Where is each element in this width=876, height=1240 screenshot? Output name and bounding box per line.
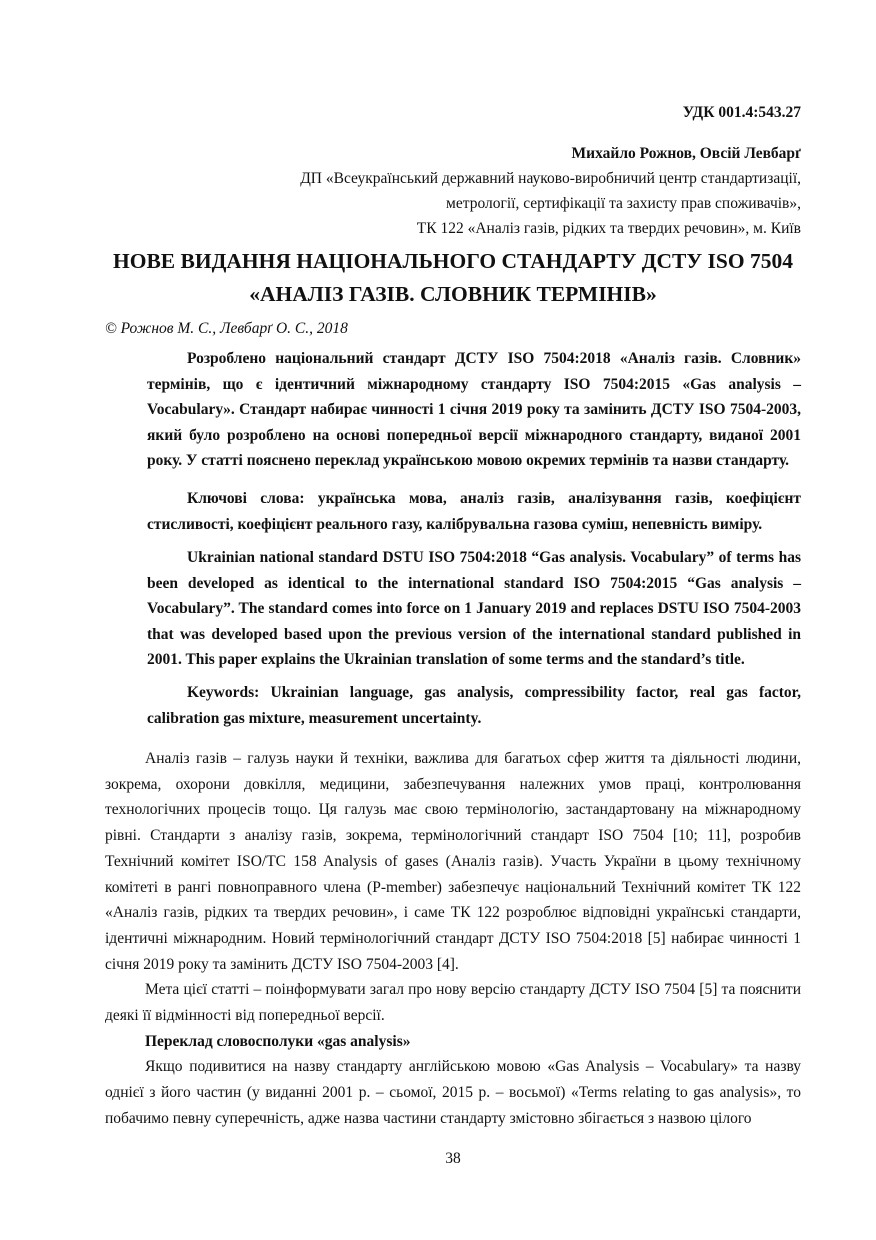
article-page [105, 0, 801, 1240]
section-heading: Переклад словосполуки «gas analysis» [145, 1032, 411, 1050]
udk-code: УДК 001.4:543.27 [682, 104, 801, 121]
abstract-text: Ukrainian national standard DSTU ISO 7504:2018 “Gas analysis. Vocabulary” of terms has been developed as identical to the international standard ISO 7504:2015 “Gas analysis – Vocabulary”. The standard comes into force on 1 January 2019 and replaces DSTU ISO 7504-2003 that was developed based upon the previous version of the international standard published in 2001. This paper explains the Ukrainian translation of some terms and the standard’s title. [147, 549, 801, 668]
title-line-2: «АНАЛІЗ ГАЗІВ. СЛОВНИК ТЕРМІНІВ» [249, 282, 657, 306]
affiliation-line: ТК 122 «Аналіз газів, рідких та твердих речовин», м. Київ [416, 220, 801, 237]
article-title [105, 245, 801, 311]
keywords-ukrainian [147, 486, 801, 537]
abstract-text: Розроблено національний стандарт ДСТУ ISO 7504:2018 «Аналіз газів. Словник» термінів, що є ідентичний міжнародному стандарту ISO 7504:2015 «Gas analysis – Vocabulary». Стандарт набирає чинності 1 січня 2019 року та замінить ДСТУ ISO 7504-2003, який було розроблено на основі попередньої версії міжнародного стандарту, виданої 2001 року. У статті пояснено переклад українською мовою окремих термінів та назви стандарту. [147, 350, 801, 469]
keywords-english [147, 680, 801, 731]
article-body [105, 746, 801, 1132]
affiliation-line: метрології, сертифікації та захисту прав споживачів», [446, 195, 801, 212]
abstract-ukrainian [147, 346, 801, 474]
keywords-text: Keywords: Ukrainian language, gas analysis, compressibility factor, real gas factor, calibration gas mixture, measurement uncertainty. [147, 684, 801, 727]
body-paragraph: Якщо подивитися на назву стандарту англійською мовою «Gas Analysis – Vocabulary» та назву однієї з його частин (у виданні 2001 р. – сьомої, 2015 р. – восьмої) «Terms relating to gas analysis», то побачимо певну суперечність, адже назва частини стандарту змістовно збігається з назвою цілого [105, 1058, 801, 1127]
copyright-notice: © Рожнов М. С., Левбарґ О. С., 2018 [105, 320, 348, 337]
title-line-1: НОВЕ ВИДАННЯ НАЦІОНАЛЬНОГО СТАНДАРТУ ДСТУ ISO 7504 [113, 249, 793, 273]
authors: Михайло Рожнов, Овсій Левбарґ [571, 145, 801, 162]
body-paragraph: Аналіз газів – галузь науки й техніки, важлива для багатьох сфер життя та діяльності людини, зокрема, охорони довкілля, медицини, забезпечування належних умов праці, контролювання технологічних процесів тощо. Ця галузь має свою термінологію, застандартовану на міжнародному рівні. Стандарти з аналізу газів, зокрема, термінологічний стандарт ISO 7504 [10; 11], розробив Технічний комітет ISO/TC 158 Analysis of gases (Аналіз газів). Участь України в цьому технічному комітеті в рангі повноправного члена (P-member) забезпечує національний Технічний комітет ТК 122 «Аналіз газів, рідких та твердих речовин», і саме ТК 122 розроблює відповідні українські стандарти, ідентичні міжнародним. Новий термінологічний стандарт ДСТУ ISO 7504:2018 [5] набирає чинності 1 січня 2019 року та замінить ДСТУ ISO 7504-2003 [4]. [105, 750, 801, 973]
keywords-text: Ключові слова: українська мова, аналіз газів, аналізування газів, коефіцієнт стисливості, коефіцієнт реального газу, калібрувальна газова суміш, непевність виміру. [147, 490, 801, 533]
page-number: 38 [445, 1150, 461, 1167]
body-paragraph: Мета цієї статті – поінформувати загал про нову версію стандарту ДСТУ ISO 7504 [5] та пояснити деякі її відмінності від попередньої версії. [105, 981, 801, 1025]
affiliation [300, 166, 801, 241]
affiliation-line: ДП «Всеукраїнський державний науково-виробничий центр стандартизації, [300, 170, 801, 187]
abstract-english [147, 545, 801, 673]
